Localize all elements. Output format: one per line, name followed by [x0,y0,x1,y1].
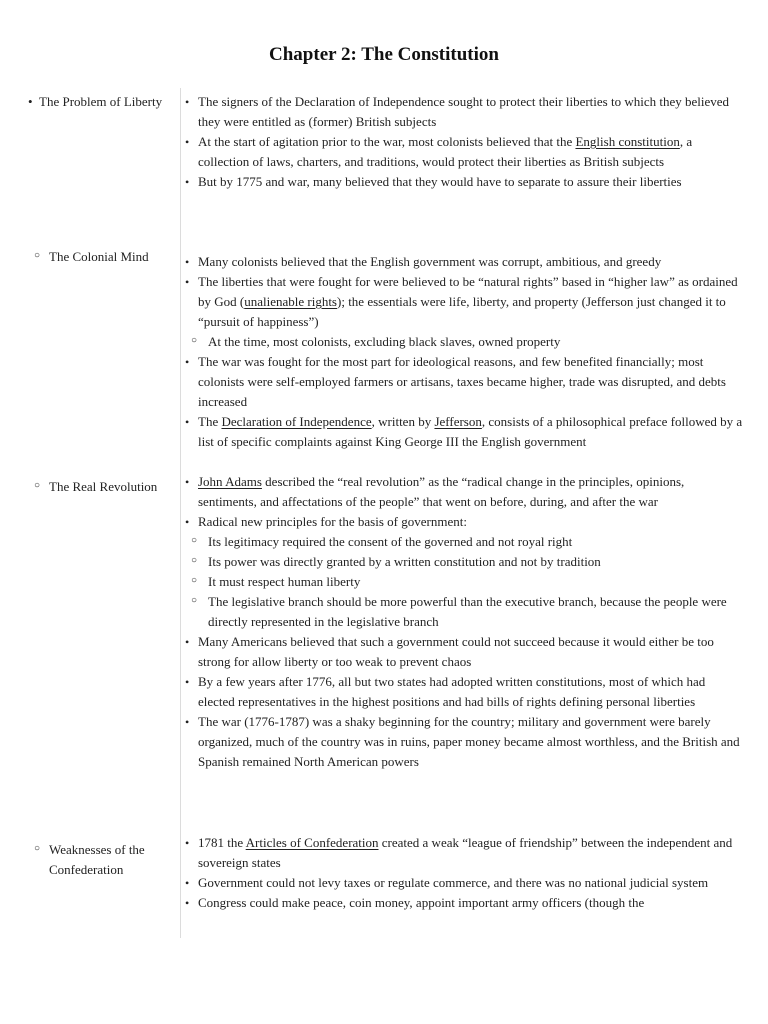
note-text: , consists of a philosophical preface followed by a list of specific complaints against King George III the English government [198,414,743,449]
note-item [184,252,744,272]
note-text: But by 1775 and war, many believed that they would have to separate to assure their liberties [198,174,682,189]
bullet-icon: • [185,635,190,649]
topic-text: The Problem of Liberty [39,94,163,109]
topic-label [28,92,178,112]
underlined-term: unalienable rights [244,294,337,309]
topic-label [34,247,180,267]
note-text: The liberties that were fought for were believed to be “natural rights” based in “higher law” as ordained by God ( [198,274,738,309]
bullet-icon: • [185,95,190,109]
note-item [184,632,744,672]
bullet-icon: • [185,876,190,890]
note-text: Many Americans believed that such a government could not succeed because it would either be too strong for allow liberty or too weak to prevent chaos [198,634,714,669]
note-text: The legislative branch should be more powerful than the executive branch, because the people were directly represented in the legislative branch [208,594,727,629]
note-text: , a collection of laws, charters, and traditions, would protect their liberties as British subjects [198,134,693,169]
notes-list [184,92,744,192]
note-text: , written by [371,414,435,429]
note-text: The war (1776-1787) was a shaky beginning for the country; military and government were barely organized, much of the country was in ruins, paper money became almost worthless, and the British and Spanish remained North American powers [198,714,740,769]
underlined-term: Articles of Confederation [245,835,379,850]
note-text: The signers of the Declaration of Independence sought to protect their liberties to which they believed they were entitled as (former) British subjects [198,94,730,129]
note-text: At the time, most colonists, excluding black slaves, owned property [208,334,561,349]
note-text: The war was fought for the most part for ideological reasons, and few benefited financially; most colonists were self-employed farmers or artisans, taxes became higher, trade was disrupted, and debts increased [198,354,726,409]
topic-text: The Real Revolution [49,479,158,494]
underlined-term: Jefferson [434,414,482,429]
note-text: Radical new principles for the basis of government: [198,514,467,529]
note-text: Its power was directly granted by a written constitution and not by tradition [208,554,601,569]
note-item [184,412,744,452]
underlined-term: John Adams [198,474,262,489]
underlined-term: Declaration of Independence [221,414,372,429]
bullet-icon: • [185,836,190,850]
note-text: Its legitimacy required the consent of the governed and not royal right [208,534,573,549]
note-item [184,833,744,873]
topic-label [34,840,180,880]
bullet-icon: • [185,675,190,689]
note-item [184,352,744,412]
note-item [184,873,744,893]
circle-bullet-icon: ○ [191,575,198,586]
note-item [184,712,744,772]
note-text: created a weak “league of friendship” between the independent and sovereign states [198,835,733,870]
bullet-icon: • [185,255,190,269]
page-title: Chapter 2: The Constitution [269,44,499,65]
topic-label [34,477,180,497]
column-divider [180,88,181,938]
note-item [184,172,744,192]
bullet-icon: • [185,415,190,429]
note-text: At the start of agitation prior to the war, most colonists believed that the [198,134,576,149]
sub-note-item [184,332,744,352]
circle-bullet-icon: ○ [34,250,41,261]
note-item [184,893,744,913]
notes-list [184,833,744,913]
sub-note-item [184,552,744,572]
bullet-icon: • [185,515,190,529]
circle-bullet-icon: ○ [191,595,198,606]
sub-note-item [184,532,744,552]
notes-list [184,252,744,452]
note-item [184,472,744,512]
note-text: The [198,414,222,429]
bullet-icon: • [185,715,190,729]
note-item [184,92,744,132]
bullet-icon: • [185,896,190,910]
bullet-icon: • [185,355,190,369]
circle-bullet-icon: ○ [34,843,41,854]
sub-note-item [184,592,744,632]
circle-bullet-icon: ○ [191,535,198,546]
circle-bullet-icon: ○ [191,335,198,346]
note-text: 1781 the [198,835,246,850]
note-text: ); the essentials were life, liberty, and property (Jefferson just changed it to “pursuit of happiness”) [198,294,726,329]
underlined-term: English constitution [575,134,680,149]
note-item [184,132,744,172]
circle-bullet-icon: ○ [34,480,41,491]
circle-bullet-icon: ○ [191,555,198,566]
note-text: Government could not levy taxes or regulate commerce, and there was no national judicial system [198,875,709,890]
topic-text: The Colonial Mind [49,249,149,264]
note-item [184,512,744,532]
bullet-icon: • [28,94,33,109]
bullet-icon: • [185,135,190,149]
bullet-icon: • [185,275,190,289]
note-item [184,672,744,712]
topic-text: Weaknesses of the Confederation [49,842,145,877]
note-text: Many colonists believed that the English government was corrupt, ambitious, and greedy [198,254,662,269]
note-text: It must respect human liberty [208,574,361,589]
bullet-icon: • [185,175,190,189]
notes-list [184,472,744,772]
sub-note-item [184,572,744,592]
bullet-icon: • [185,475,190,489]
note-text: described the “real revolution” as the “radical change in the principles, opinions, sentiments, and affectations of the people” that went on before, during, and after the war [198,474,685,509]
note-text: Congress could make peace, coin money, appoint important army officers (though the [198,895,645,910]
note-item [184,272,744,332]
note-text: By a few years after 1776, all but two states had adopted written constitutions, most of which had elected representatives in the highest positions and had bills of rights defining personal liberties [198,674,706,709]
